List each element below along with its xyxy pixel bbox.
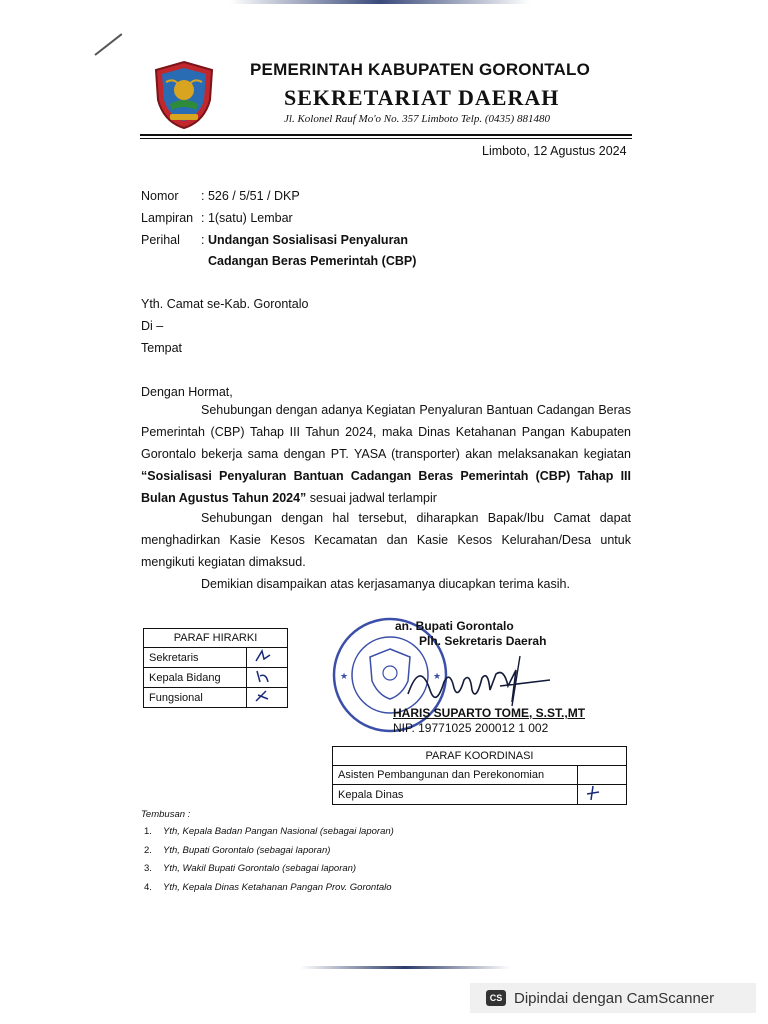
table-row [144,688,288,708]
meta-nomor [141,189,300,203]
perihal-colon: : [201,233,208,247]
paraf-koordinasi-table [332,746,627,805]
body-paragraph-1 [141,399,631,509]
list-item [144,882,394,901]
koordinasi-row-label: Asisten Pembangunan dan Perekonomian [333,766,578,785]
paraf-initial-cell [247,688,288,708]
camscanner-text: Dipindai dengan CamScanner [514,989,715,1007]
initial-mark-icon [252,649,274,663]
table-row [144,648,288,668]
list-item [144,826,394,845]
koordinasi-row-label: Kepala Dinas [333,785,578,805]
list-text: Yth, Wakil Bupati Gorontalo (sebagai laporan) [163,863,357,874]
signatory-nip: NIP. 19771025 200012 1 002 [393,721,549,735]
recipient-name: Yth. Camat se-Kab. Gorontalo [141,297,309,311]
body-paragraph-2: Sehubungan dengan hal tersebut, diharapkan Bapak/Ibu Camat dapat menghadirkan Kasie Kesos Kecamatan dan Kasie Kesos Kelurahan/Desa untuk mengikuti kegiatan dimaksud. [141,511,631,569]
paraf-row-label: Fungsional [144,688,247,708]
paraf-initial-cell [247,668,288,688]
scan-top-edge [230,0,530,4]
lampiran-label: Lampiran [141,211,194,225]
header-office: SEKRETARIAT DAERAH [284,85,560,110]
list-text: Yth, Kepala Dinas Ketahanan Pangan Prov. Gorontalo [163,881,392,893]
meta-perihal-cont [208,254,416,268]
signature-position: Plh. Sekretaris Daerah [419,634,547,648]
nomor-label: Nomor [141,189,179,203]
list-number: 1. [144,826,152,837]
paraf-koordinasi-title: PARAF KOORDINASI [333,747,627,766]
list-number: 4. [144,881,152,893]
svg-text:★: ★ [340,672,349,682]
pen-mark [94,33,122,56]
regency-emblem-icon [152,60,216,130]
p1-start: Sehubungan dengan adanya Kegiatan Penyaluran Bantuan Cadangan Beras Pemerintah (CBP) Tahap III Tahun 2024, maka Dinas Ketahanan Pangan Kabupaten Gorontalo bekerja sama dengan PT. YASA (transporter) akan melaksanakan kegiatan [141,403,631,461]
handwritten-signature-icon [400,650,560,712]
recipient-di: Di – [141,319,164,333]
signatory-name: HARIS SUPARTO TOME, S.ST.,MT [393,706,586,720]
tembusan-title: Tembusan : [141,809,191,820]
koordinasi-initial-cell [578,785,627,805]
meta-lampiran [141,211,293,225]
perihal-line1: Undangan Sosialisasi Penyaluran [207,233,409,247]
recipient-place: Tempat [141,341,182,355]
header-divider [140,134,632,136]
signature-on-behalf: an. Bupati Gorontalo [395,619,514,633]
header-government: PEMERINTAH KABUPATEN GORONTALO [250,60,591,79]
paraf-hirarki-table [143,628,288,708]
list-item [144,845,394,864]
svg-text:★: ★ [433,672,442,682]
initial-mark-icon [583,786,605,800]
meta-perihal [141,233,408,247]
list-text: Yth, Kepala Badan Pangan Nasional (sebagai laporan) [163,826,394,837]
paraf-initial-cell [247,648,288,668]
perihal-label: Perihal [141,233,180,247]
list-text: Yth, Bupati Gorontalo (sebagai laporan) [163,844,331,856]
paraf-row-label: Kepala Bidang [144,668,247,688]
greeting: Dengan Hormat, [141,385,233,399]
koordinasi-initial-cell [578,766,627,785]
paraf-row-label: Sekretaris [144,648,247,668]
camscanner-icon: CS [486,990,506,1006]
lampiran-value: : 1(satu) Lembar [201,211,293,225]
table-row [333,785,627,805]
p1-bold: “Sosialisasi Penyaluran Bantuan Cadangan Beras Pemerintah (CBP) Tahap III Bulan Agustus Tahun 2024” [141,469,631,505]
perihal-line2: Cadangan Beras Pemerintah (CBP) [208,254,417,268]
initial-mark-icon [252,689,274,703]
paraf-hirarki-title: PARAF HIRARKI [144,629,288,648]
camscanner-watermark [470,983,756,1013]
initial-mark-icon [252,669,274,683]
header-address: Jl. Kolonel Rauf Mo'o No. 357 Limboto Telp. (0435) 881480 [284,113,550,125]
letter-date: Limboto, 12 Agustus 2024 [482,144,627,158]
header-divider-thin [140,138,632,139]
p1-end: sesuai jadwal terlampir [306,491,437,505]
scan-bottom-edge [300,966,510,969]
table-row [144,668,288,688]
table-row [333,766,627,785]
nomor-value: : 526 / 5/51 / DKP [201,189,300,203]
list-number: 2. [144,844,152,856]
list-item [144,863,394,882]
list-number: 3. [144,863,152,874]
body-paragraph-3: Demikian disampaikan atas kerjasamanya diucapkan terima kasih. [201,577,570,591]
tembusan-list [144,826,394,900]
